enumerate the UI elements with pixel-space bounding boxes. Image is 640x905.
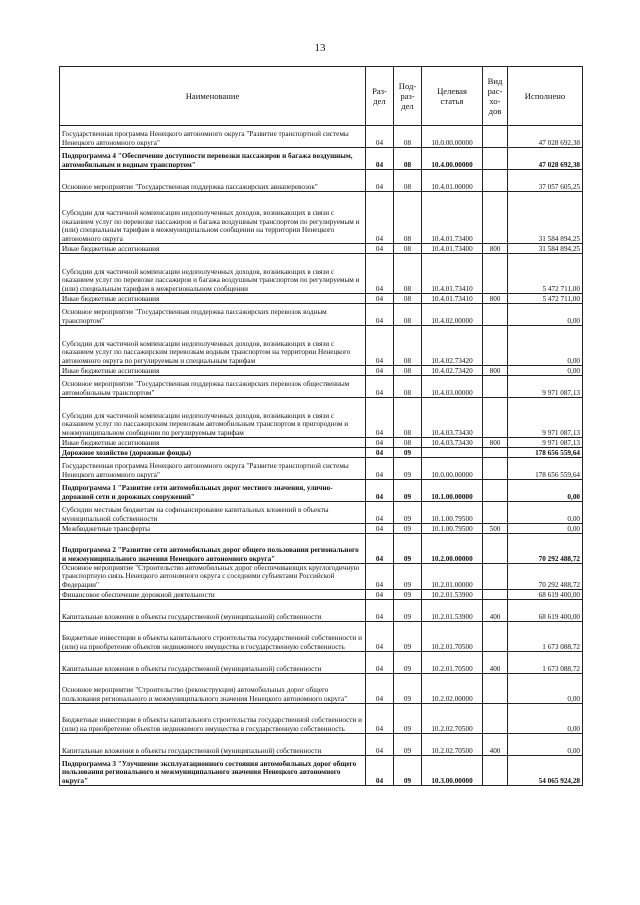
row-target-article-cell: 10.4.03.00000 xyxy=(422,376,483,398)
row-podrazdel-cell: 08 xyxy=(394,170,422,192)
row-podrazdel-cell: 09 xyxy=(394,622,422,652)
row-razdel-cell: 04 xyxy=(366,458,394,480)
row-expense-type-cell xyxy=(483,398,508,438)
row-target-article-cell: 10.4.02.00000 xyxy=(422,304,483,326)
row-name-cell: Подпрограмма 3 "Улучшение эксплуатационного состояния автомобильных дорог общего пользования регионального и межмуниципального значения Ненецкого автономного округа" xyxy=(60,756,366,786)
row-razdel-cell: 04 xyxy=(366,398,394,438)
row-name-cell: Субсидии для частичной компенсации недополученных доходов, возникающих в связи с оказанием услуг по пассажирским перевозкам водным транспортом на территории Ненецкого автономного округа по регулируемым и специальным тарифам xyxy=(60,326,366,366)
row-podrazdel-cell: 09 xyxy=(394,734,422,756)
row-expense-type-cell xyxy=(483,704,508,734)
row-name-cell: Межбюджетные трансферты xyxy=(60,524,366,534)
row-razdel-cell: 04 xyxy=(366,480,394,502)
row-executed-cell: 5 472 711,00 xyxy=(508,254,583,294)
row-name-cell: Государственная программа Ненецкого автономного округа "Развитие транспортной системы Ненецкого автономного округа" xyxy=(60,126,366,148)
row-expense-type-cell: 500 xyxy=(483,524,508,534)
row-podrazdel-cell: 09 xyxy=(394,652,422,674)
row-executed-cell: 0,00 xyxy=(508,674,583,704)
table-row xyxy=(60,652,583,674)
row-name-cell: Бюджетные инвестиции в объекты капитального строительства государственной собственности и (или) на приобретение объектов недвижимого имущества в государственную собственность xyxy=(60,704,366,734)
row-executed-cell: 1 673 088,72 xyxy=(508,622,583,652)
row-target-article-cell: 10.2.01.53900 xyxy=(422,600,483,622)
row-name-cell: Основное мероприятие "Строительство автомобильных дорог обеспечивающих круглогодичную транспортную связь Ненецкого автономного округа с соседними субъектами Российской Федерации" xyxy=(60,564,366,590)
table-row xyxy=(60,148,583,170)
row-target-article-cell: 10.0.00.00000 xyxy=(422,126,483,148)
row-name-cell: Бюджетные инвестиции в объекты капитального строительства государственной собственности и (или) на приобретение объектов недвижимого имущества в государственную собственность xyxy=(60,622,366,652)
row-executed-cell: 0,00 xyxy=(508,366,583,376)
row-executed-cell: 68 619 400,00 xyxy=(508,590,583,600)
row-target-article-cell: 10.4.01.73410 xyxy=(422,254,483,294)
row-expense-type-cell xyxy=(483,534,508,564)
row-razdel-cell: 04 xyxy=(366,192,394,244)
row-razdel-cell: 04 xyxy=(366,448,394,458)
row-razdel-cell: 04 xyxy=(366,438,394,448)
row-name-cell: Капитальные вложения в объекты государственной (муниципальной) собственности xyxy=(60,600,366,622)
row-expense-type-cell xyxy=(483,192,508,244)
budget-execution-table xyxy=(59,66,583,786)
row-razdel-cell: 04 xyxy=(366,244,394,254)
header-executed: Исполнено xyxy=(508,67,583,126)
row-expense-type-cell: 400 xyxy=(483,600,508,622)
row-razdel-cell: 04 xyxy=(366,376,394,398)
table-row xyxy=(60,304,583,326)
row-executed-cell: 47 028 692,38 xyxy=(508,148,583,170)
row-razdel-cell: 04 xyxy=(366,524,394,534)
row-podrazdel-cell: 09 xyxy=(394,590,422,600)
table-row xyxy=(60,458,583,480)
row-razdel-cell: 04 xyxy=(366,294,394,304)
row-target-article-cell: 10.2.02.70500 xyxy=(422,704,483,734)
row-razdel-cell: 04 xyxy=(366,600,394,622)
row-razdel-cell: 04 xyxy=(366,502,394,524)
row-podrazdel-cell: 08 xyxy=(394,326,422,366)
table-row xyxy=(60,674,583,704)
row-expense-type-cell xyxy=(483,502,508,524)
row-podrazdel-cell: 09 xyxy=(394,756,422,786)
row-target-article-cell: 10.1.00.00000 xyxy=(422,480,483,502)
row-target-article-cell: 10.4.00.00000 xyxy=(422,148,483,170)
row-razdel-cell: 04 xyxy=(366,148,394,170)
table-row xyxy=(60,524,583,534)
row-expense-type-cell xyxy=(483,622,508,652)
row-razdel-cell: 04 xyxy=(366,564,394,590)
row-executed-cell: 0,00 xyxy=(508,734,583,756)
row-target-article-cell: 10.4.03.73430 xyxy=(422,398,483,438)
table-row xyxy=(60,254,583,294)
table-row xyxy=(60,326,583,366)
table-header-row xyxy=(60,67,583,126)
table-row xyxy=(60,126,583,148)
row-expense-type-cell xyxy=(483,448,508,458)
row-podrazdel-cell: 09 xyxy=(394,524,422,534)
row-executed-cell: 0,00 xyxy=(508,304,583,326)
row-expense-type-cell: 800 xyxy=(483,294,508,304)
table-row xyxy=(60,244,583,254)
row-name-cell: Финансовое обеспечение дорожной деятельности xyxy=(60,590,366,600)
row-razdel-cell: 04 xyxy=(366,734,394,756)
row-podrazdel-cell: 08 xyxy=(394,244,422,254)
row-razdel-cell: 04 xyxy=(366,126,394,148)
table-row xyxy=(60,502,583,524)
row-expense-type-cell xyxy=(483,480,508,502)
row-expense-type-cell xyxy=(483,674,508,704)
row-target-article-cell: 10.4.02.73420 xyxy=(422,366,483,376)
row-target-article-cell: 10.1.00.79500 xyxy=(422,502,483,524)
row-target-article-cell: 10.0.00.00000 xyxy=(422,458,483,480)
row-expense-type-cell xyxy=(483,326,508,366)
row-target-article-cell: 10.2.01.00000 xyxy=(422,564,483,590)
row-podrazdel-cell: 08 xyxy=(394,366,422,376)
row-podrazdel-cell: 08 xyxy=(394,304,422,326)
row-name-cell: Подпрограмма 2 "Развитие сети автомобильных дорог общего пользования регионального и межмуниципального значения Ненецкого автономного округа" xyxy=(60,534,366,564)
row-executed-cell: 0,00 xyxy=(508,326,583,366)
row-executed-cell: 178 656 559,64 xyxy=(508,448,583,458)
row-target-article-cell: 10.4.01.00000 xyxy=(422,170,483,192)
row-expense-type-cell: 800 xyxy=(483,366,508,376)
row-razdel-cell: 04 xyxy=(366,366,394,376)
table-row xyxy=(60,376,583,398)
row-name-cell: Иные бюджетные ассигнования xyxy=(60,294,366,304)
row-expense-type-cell xyxy=(483,458,508,480)
table-row xyxy=(60,704,583,734)
row-podrazdel-cell: 09 xyxy=(394,534,422,564)
row-expense-type-cell xyxy=(483,590,508,600)
row-name-cell: Иные бюджетные ассигнования xyxy=(60,438,366,448)
row-razdel-cell: 04 xyxy=(366,326,394,366)
row-podrazdel-cell: 09 xyxy=(394,480,422,502)
table-row xyxy=(60,366,583,376)
row-podrazdel-cell: 09 xyxy=(394,502,422,524)
row-target-article-cell: 10.4.03.73430 xyxy=(422,438,483,448)
row-target-article-cell: 10.4.01.73410 xyxy=(422,294,483,304)
table-row xyxy=(60,600,583,622)
row-podrazdel-cell: 09 xyxy=(394,448,422,458)
table-body xyxy=(60,126,583,786)
row-expense-type-cell xyxy=(483,564,508,590)
row-podrazdel-cell: 08 xyxy=(394,126,422,148)
header-razdel: Раз- дел xyxy=(366,67,394,126)
row-razdel-cell: 04 xyxy=(366,170,394,192)
row-podrazdel-cell: 09 xyxy=(394,600,422,622)
row-razdel-cell: 04 xyxy=(366,652,394,674)
table-row xyxy=(60,734,583,756)
row-name-cell: Основное мероприятие "Государственная поддержка пассажирских перевозок водным транспортом" xyxy=(60,304,366,326)
row-name-cell: Капитальные вложения в объекты государственной (муниципальной) собственности xyxy=(60,734,366,756)
row-razdel-cell: 04 xyxy=(366,756,394,786)
table-row xyxy=(60,448,583,458)
row-target-article-cell: 10.1.00.79500 xyxy=(422,524,483,534)
row-executed-cell: 70 292 488,72 xyxy=(508,534,583,564)
row-target-article-cell xyxy=(422,448,483,458)
row-podrazdel-cell: 08 xyxy=(394,254,422,294)
row-target-article-cell: 10.3.00.00000 xyxy=(422,756,483,786)
table-row xyxy=(60,480,583,502)
row-razdel-cell: 04 xyxy=(366,254,394,294)
row-target-article-cell: 10.4.01.73400 xyxy=(422,192,483,244)
row-target-article-cell: 10.2.00.00000 xyxy=(422,534,483,564)
row-executed-cell: 0,00 xyxy=(508,502,583,524)
row-expense-type-cell xyxy=(483,170,508,192)
row-executed-cell: 31 584 894,25 xyxy=(508,244,583,254)
table-row xyxy=(60,534,583,564)
row-executed-cell: 1 673 088,72 xyxy=(508,652,583,674)
table-row xyxy=(60,756,583,786)
row-name-cell: Основное мероприятие "Государственная поддержка пассажирских перевозок общественным автомобильным транспортом" xyxy=(60,376,366,398)
row-executed-cell: 70 292 488,72 xyxy=(508,564,583,590)
row-name-cell: Капитальные вложения в объекты государственной (муниципальной) собственности xyxy=(60,652,366,674)
table-row xyxy=(60,438,583,448)
row-podrazdel-cell: 09 xyxy=(394,564,422,590)
row-razdel-cell: 04 xyxy=(366,534,394,564)
row-expense-type-cell: 400 xyxy=(483,734,508,756)
row-name-cell: Субсидии для частичной компенсации недополученных доходов, возникающих в связи с оказанием услуг по перевозке пассажиров и багажа воздушным транспортом по регулируемым и (или) специальным тарифам в межмуниципальном сообщении на территории Ненецкого автономного округа xyxy=(60,192,366,244)
row-razdel-cell: 04 xyxy=(366,622,394,652)
row-name-cell: Субсидии местным бюджетам на софинансирование капитальных вложений в объекты муниципальной собственности xyxy=(60,502,366,524)
row-podrazdel-cell: 09 xyxy=(394,704,422,734)
row-executed-cell: 178 656 559,64 xyxy=(508,458,583,480)
row-podrazdel-cell: 08 xyxy=(394,376,422,398)
row-expense-type-cell xyxy=(483,126,508,148)
row-expense-type-cell xyxy=(483,756,508,786)
row-executed-cell: 0,00 xyxy=(508,704,583,734)
header-name: Наименование xyxy=(60,67,366,126)
header-target-article: Целевая статья xyxy=(422,67,483,126)
row-executed-cell: 0,00 xyxy=(508,524,583,534)
row-name-cell: Подпрограмма 1 "Развитие сети автомобильных дорог местного значения, улично-дорожной сети и дорожных сооружений" xyxy=(60,480,366,502)
row-executed-cell: 9 971 087,13 xyxy=(508,398,583,438)
row-expense-type-cell: 800 xyxy=(483,244,508,254)
row-executed-cell: 47 028 692,38 xyxy=(508,126,583,148)
table-row xyxy=(60,398,583,438)
row-expense-type-cell: 800 xyxy=(483,438,508,448)
table-row xyxy=(60,590,583,600)
row-name-cell: Подпрограмма 4 "Обеспечение доступности перевозки пассажиров и багажа воздушным, автомобильным и водным транспортом" xyxy=(60,148,366,170)
row-razdel-cell: 04 xyxy=(366,304,394,326)
row-executed-cell: 37 057 605,25 xyxy=(508,170,583,192)
row-name-cell: Иные бюджетные ассигнования xyxy=(60,244,366,254)
header-expense-type: Вид рас- хо- дов xyxy=(483,67,508,126)
row-executed-cell: 31 584 894,25 xyxy=(508,192,583,244)
row-target-article-cell: 10.2.01.53900 xyxy=(422,590,483,600)
row-podrazdel-cell: 09 xyxy=(394,674,422,704)
row-name-cell: Основное мероприятие "Государственная поддержка пассажирских авиаперевозок" xyxy=(60,170,366,192)
row-expense-type-cell xyxy=(483,254,508,294)
table-row xyxy=(60,622,583,652)
page-number: 13 xyxy=(314,42,326,54)
row-expense-type-cell xyxy=(483,304,508,326)
row-executed-cell: 5 472 711,00 xyxy=(508,294,583,304)
row-target-article-cell: 10.4.01.73400 xyxy=(422,244,483,254)
row-target-article-cell: 10.2.01.70500 xyxy=(422,652,483,674)
row-target-article-cell: 10.2.02.00000 xyxy=(422,674,483,704)
row-razdel-cell: 04 xyxy=(366,704,394,734)
row-expense-type-cell: 400 xyxy=(483,652,508,674)
row-executed-cell: 9 971 087,13 xyxy=(508,376,583,398)
row-podrazdel-cell: 08 xyxy=(394,398,422,438)
row-target-article-cell: 10.2.01.70500 xyxy=(422,622,483,652)
row-podrazdel-cell: 08 xyxy=(394,148,422,170)
table-row xyxy=(60,192,583,244)
row-podrazdel-cell: 08 xyxy=(394,294,422,304)
row-executed-cell: 0,00 xyxy=(508,480,583,502)
row-name-cell: Субсидии для частичной компенсации недополученных доходов, возникающих в связи с оказанием услуг по перевозке пассажиров и багажа воздушным транспортом по регулируемым и (или) специальным тарифам в межрегиональном сообщении xyxy=(60,254,366,294)
table-row xyxy=(60,564,583,590)
row-executed-cell: 68 619 400,00 xyxy=(508,600,583,622)
table-row xyxy=(60,294,583,304)
row-podrazdel-cell: 09 xyxy=(394,458,422,480)
row-target-article-cell: 10.2.02.70500 xyxy=(422,734,483,756)
row-podrazdel-cell: 08 xyxy=(394,192,422,244)
row-name-cell: Субсидии для частичной компенсации недополученных доходов, возникающих в связи с оказанием услуг по пассажирским перевозкам автомобильным транспортом в пригородном и межмуниципальном сообщении по регулируемым тарифам xyxy=(60,398,366,438)
row-executed-cell: 9 971 087,13 xyxy=(508,438,583,448)
row-podrazdel-cell: 08 xyxy=(394,438,422,448)
row-name-cell: Государственная программа Ненецкого автономного округа "Развитие транспортной системы Ненецкого автономного округа" xyxy=(60,458,366,480)
header-podrazdel: Под- раз- дел xyxy=(394,67,422,126)
row-expense-type-cell xyxy=(483,148,508,170)
row-name-cell: Основное мероприятие "Строительство (реконструкция) автомобильных дорог общего пользования регионального и межмуниципального значения Ненецкого автономного округа" xyxy=(60,674,366,704)
row-target-article-cell: 10.4.02.73420 xyxy=(422,326,483,366)
row-razdel-cell: 04 xyxy=(366,590,394,600)
row-name-cell: Дорожное хозяйство (дорожные фонды) xyxy=(60,448,366,458)
row-razdel-cell: 04 xyxy=(366,674,394,704)
row-executed-cell: 54 065 924,28 xyxy=(508,756,583,786)
row-name-cell: Иные бюджетные ассигнования xyxy=(60,366,366,376)
row-expense-type-cell xyxy=(483,376,508,398)
table-row xyxy=(60,170,583,192)
